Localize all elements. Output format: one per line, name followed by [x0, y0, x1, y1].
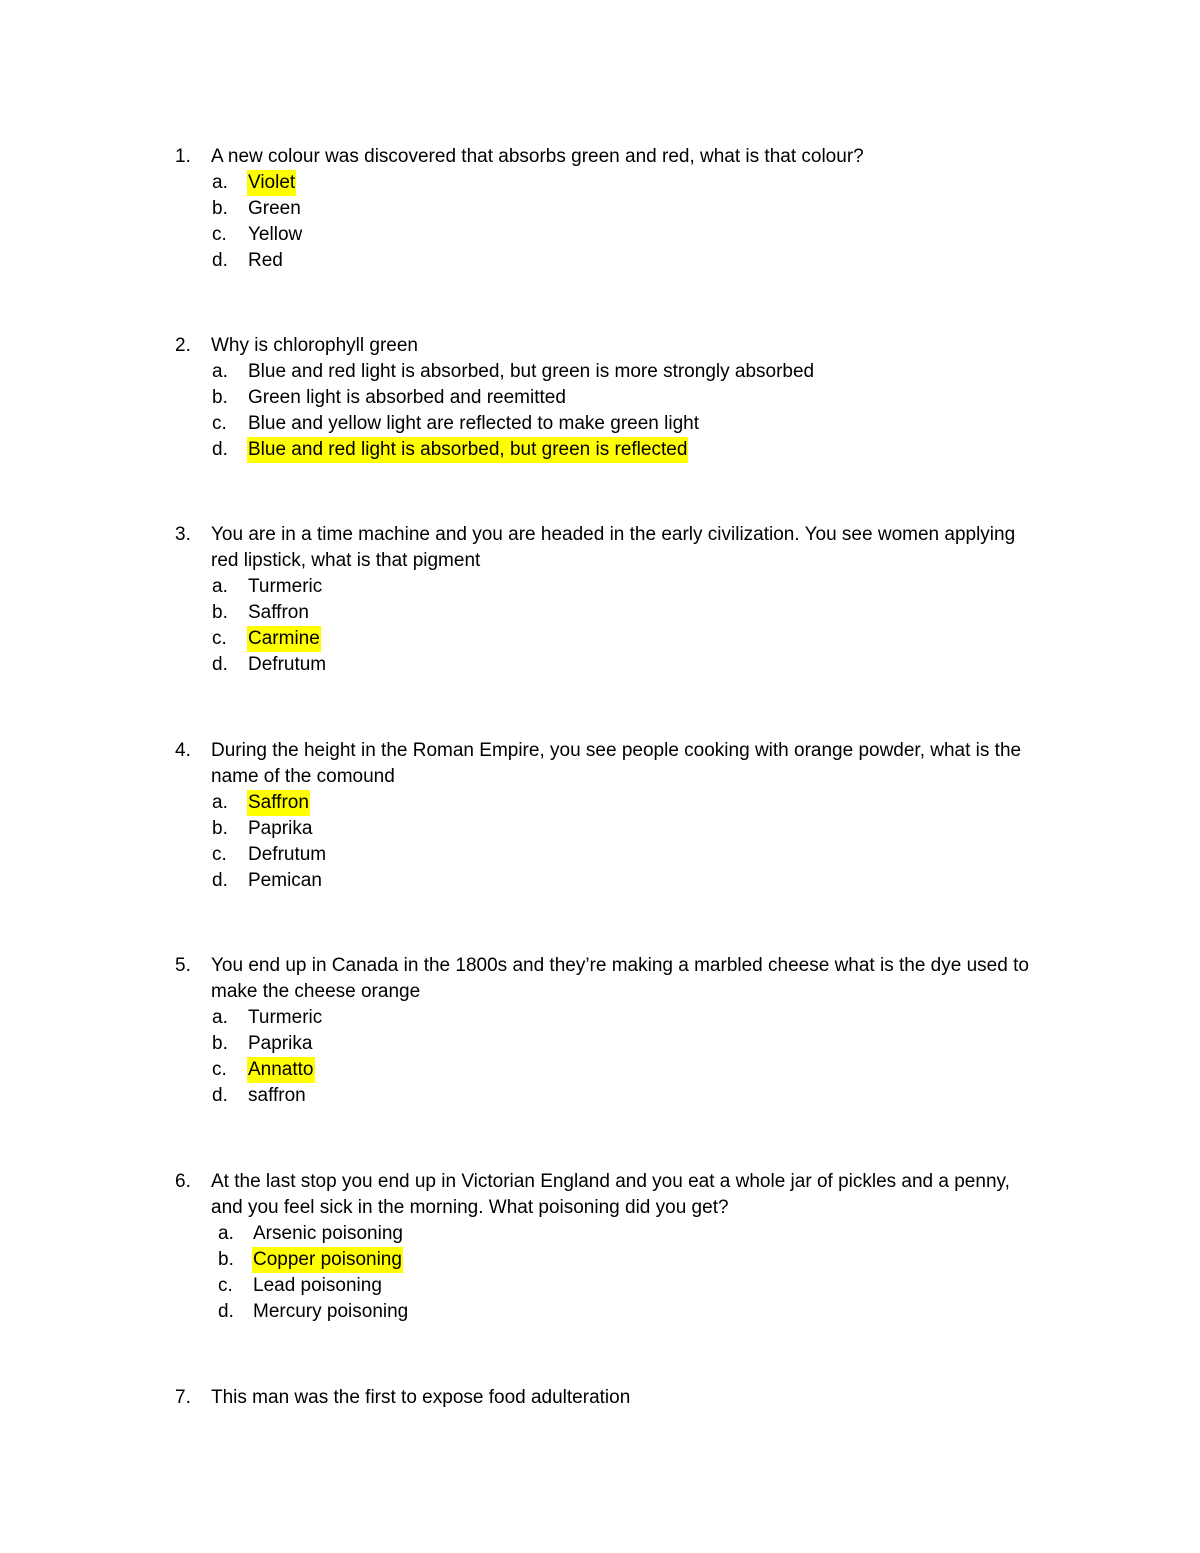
option-letter: a.: [212, 1007, 228, 1028]
question-text: You end up in Canada in the 1800s and they’re making a marbled cheese what is the dye used to: [211, 955, 1029, 976]
option-letter: b.: [212, 602, 228, 623]
option-text-highlighted: Copper poisoning: [252, 1247, 403, 1273]
question-number: 6.: [175, 1171, 191, 1192]
option-letter: b.: [212, 198, 228, 219]
question-text: At the last stop you end up in Victorian England and you eat a whole jar of pickles and a penny,: [211, 1171, 1010, 1192]
option-text: Defrutum: [248, 654, 327, 675]
option-letter: d.: [218, 1301, 234, 1322]
question-text: make the cheese orange: [211, 981, 421, 1002]
option-text-highlighted: Carmine: [247, 626, 321, 652]
question-text: During the height in the Roman Empire, you see people cooking with orange powder, what is the: [211, 740, 1022, 761]
option-text: Defrutum: [248, 844, 327, 865]
question-number: 3.: [175, 524, 191, 545]
question-number: 4.: [175, 740, 191, 761]
option-text: Arsenic poisoning: [253, 1223, 403, 1244]
question-number: 2.: [175, 335, 191, 356]
option-text-highlighted: Annatto: [247, 1057, 315, 1083]
option-letter: c.: [212, 628, 227, 649]
option-text-highlighted: Violet: [247, 170, 296, 196]
option-text: Saffron: [248, 602, 309, 623]
option-text: Lead poisoning: [253, 1275, 382, 1296]
option-letter: d.: [212, 870, 228, 891]
question-text: Why is chlorophyll green: [211, 335, 418, 356]
option-letter: c.: [212, 1059, 227, 1080]
option-text: Green light is absorbed and reemitted: [248, 387, 566, 408]
question-number: 7.: [175, 1387, 191, 1408]
option-letter: d.: [212, 1085, 228, 1106]
option-letter: b.: [218, 1249, 234, 1270]
option-letter: b.: [212, 1033, 228, 1054]
option-text-highlighted: Blue and red light is absorbed, but green is reflected: [247, 437, 688, 463]
question-text: You are in a time machine and you are headed in the early civilization. You see women applying: [211, 524, 1016, 545]
option-letter: b.: [212, 818, 228, 839]
option-letter: a.: [212, 172, 228, 193]
option-text: Green: [248, 198, 301, 219]
option-letter: c.: [212, 844, 227, 865]
option-text: saffron: [248, 1085, 306, 1106]
option-text: Yellow: [248, 224, 303, 245]
option-letter: a.: [218, 1223, 234, 1244]
question-text: and you feel sick in the morning. What poisoning did you get?: [211, 1197, 729, 1218]
option-text-highlighted: Saffron: [247, 790, 310, 816]
option-letter: c.: [212, 224, 227, 245]
question-text: red lipstick, what is that pigment: [211, 550, 481, 571]
option-text: Blue and yellow light are reflected to make green light: [248, 413, 699, 434]
option-text: Paprika: [248, 1033, 313, 1054]
option-text: Blue and red light is absorbed, but green is more strongly absorbed: [248, 361, 815, 382]
option-letter: d.: [212, 654, 228, 675]
question-text: This man was the first to expose food adulteration: [211, 1387, 631, 1408]
question-number: 1.: [175, 146, 191, 167]
option-letter: d.: [212, 250, 228, 271]
question-number: 5.: [175, 955, 191, 976]
option-letter: c.: [212, 413, 227, 434]
option-text: Mercury poisoning: [253, 1301, 409, 1322]
option-text: Paprika: [248, 818, 313, 839]
option-letter: a.: [212, 361, 228, 382]
option-letter: c.: [218, 1275, 233, 1296]
option-text: Turmeric: [248, 1007, 323, 1028]
option-text: Pemican: [248, 870, 322, 891]
option-letter: b.: [212, 387, 228, 408]
option-letter: a.: [212, 576, 228, 597]
option-text: Red: [248, 250, 283, 271]
question-text: A new colour was discovered that absorbs green and red, what is that colour?: [211, 146, 864, 167]
question-text: name of the comound: [211, 766, 395, 787]
option-text: Turmeric: [248, 576, 323, 597]
option-letter: a.: [212, 792, 228, 813]
option-letter: d.: [212, 439, 228, 460]
